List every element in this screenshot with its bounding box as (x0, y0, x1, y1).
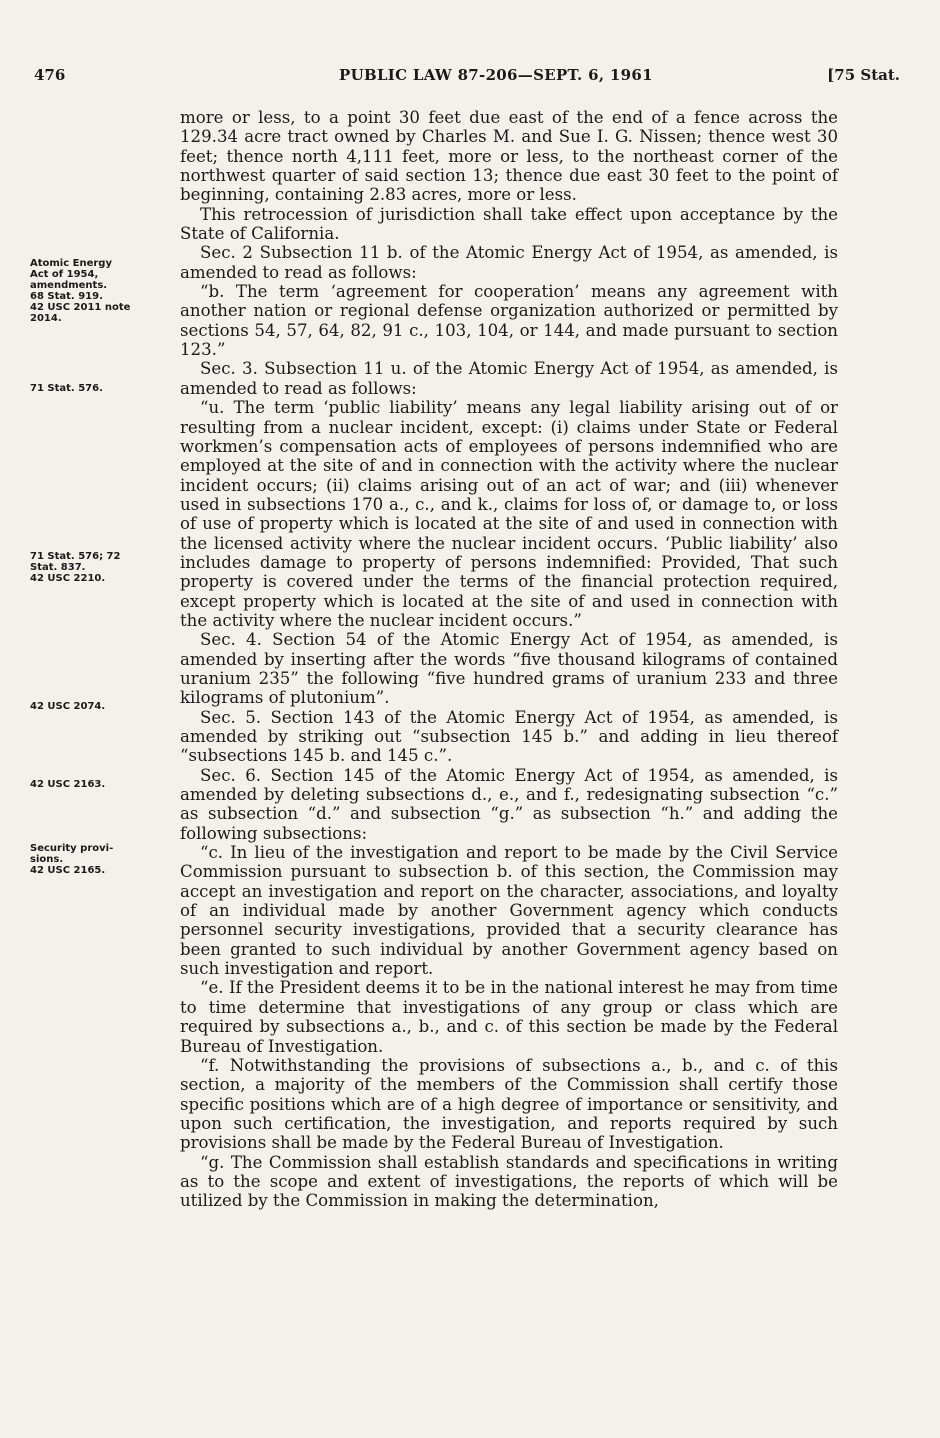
margin-note-line: Act of 1954, (30, 269, 99, 280)
running-header (34, 66, 900, 90)
margin-note-security-provisions (30, 843, 180, 876)
margin-note-line: 2014. (30, 313, 62, 324)
paragraph: “u. The term ‘public liability’ means any legal liability arising out of or resulting from a nuclear incident, except: (i) claims under State or Federal workmen’s compensation acts of employees of persons indemnified who are employed at the site of and in connection with the activity where the nuclear incident occurs; (ii) claims arising out of an act of war; and (iii) whenever used in subsections 170 a., c., and k., claims for loss of, or damage to, or loss of use of property which is located at the site of and used in connection with the licensed activity where the nuclear incident occurs. ‘Public liability’ also includes damage to property of persons indemnified: Provided, That such property is covered under the terms of the financial protection required, except property which is located at the site of and used in connection with the activity where the nuclear incident occurs.” (180, 398, 838, 630)
page-number: 476 (34, 66, 66, 84)
margin-note-line: Security provi- (30, 843, 114, 854)
margin-note-line: 42 USC 2074. (30, 701, 106, 712)
margin-note-line: Atomic Energy (30, 258, 112, 269)
margin-note-line: sions. (30, 854, 64, 865)
margin-note-line: 71 Stat. 576; 72 (30, 551, 121, 562)
margin-note-line: amendments. (30, 280, 108, 291)
section-6: Sec. 6. Section 145 of the Atomic Energy Act of 1954, as amended, is amended by deleting subsections d., e., and f., redesignating subsection “c.” as subsection “d.” and subsection “g.” as subsection “h.” and adding the following subsections: (180, 765, 838, 843)
paragraph: “e. If the President deems it to be in the national interest he may from time to time determine that investigations of any group or class which are required by subsections a., b., and c. of this section be made by the Federal Bureau of Investigation. (180, 978, 838, 1056)
margin-note-line: Stat. 837. (30, 562, 86, 573)
margin-note-line: 71 Stat. 576. (30, 383, 103, 394)
section-4: Sec. 4. Section 54 of the Atomic Energy Act of 1954, as amended, is amended by inserting after the words “five thousand kilograms of contained uranium 235” the following “five hundred grams of uranium 233 and three kilograms of plutonium”. (180, 630, 838, 708)
margin-note-line: 42 USC 2011 note (30, 302, 131, 313)
margin-note-42-usc-2074 (30, 701, 180, 712)
paragraph: “f. Notwithstanding the provisions of subsections a., b., and c. of this section, a majority of the members of the Commission shall certify those specific positions which are of a high degree of importance or sensitivity, and upon such certification, the investigation, and reports required by such provisions shall be made by the Federal Bureau of Investigation. (180, 1055, 838, 1153)
header-stat-reference: [75 Stat. (827, 66, 900, 84)
margin-note-42-usc-2163 (30, 779, 180, 790)
section-3: Sec. 3. Subsection 11 u. of the Atomic Energy Act of 1954, as amended, is amended to read as follows: (180, 359, 838, 398)
margin-note-line: 42 USC 2165. (30, 865, 106, 876)
paragraph: This retrocession of jurisdiction shall take effect upon acceptance by the State of California. (180, 204, 838, 244)
statute-body (180, 108, 838, 1211)
margin-note-line: 68 Stat. 919. (30, 291, 103, 302)
paragraph: “c. In lieu of the investigation and report to be made by the Civil Service Commission pursuant to subsection b. of this section, the Commission may accept an investigation and report on the character, associations, and loyalty of an individual made by another Government agency which conducts personnel security investigations, provided that a security clearance has been granted to such individual by another Government agency based on such investigation and report. (180, 843, 838, 979)
section-2: Sec. 2 Subsection 11 b. of the Atomic Energy Act of 1954, as amended, is amended to read as follows: (180, 243, 838, 282)
margin-note-71-stat-576 (30, 383, 180, 394)
section-5: Sec. 5. Section 143 of the Atomic Energy Act of 1954, as amended, is amended by striking out “subsection 145 b.” and adding in lieu thereof “subsections 145 b. and 145 c.”. (180, 707, 838, 766)
margin-note-atomic-energy (30, 258, 180, 324)
paragraph: more or less, to a point 30 feet due east of the end of a fence across the 129.34 acre tract owned by Charles M. and Sue I. G. Nissen; thence west 30 feet; thence north 4,111 feet, more or less, to the northeast corner of the northwest quarter of said section 13; thence due east 30 feet to the point of beginning, containing 2.83 acres, more or less. (180, 108, 838, 205)
margin-note-42-usc-2210 (30, 551, 180, 584)
paragraph: “g. The Commission shall establish standards and specifications in writing as to the scope and extent of investigations, the reports of which will be utilized by the Commission in making the determination, (180, 1152, 838, 1211)
paragraph: “b. The term ‘agreement for cooperation’ means any agreement with another nation or regional defense organization authorized or permitted by sections 54, 57, 64, 82, 91 c., 103, 104, or 144, and made pursuant to section 123.” (180, 282, 838, 360)
margin-note-line: 42 USC 2163. (30, 779, 106, 790)
margin-note-line: 42 USC 2210. (30, 573, 106, 584)
header-title: PUBLIC LAW 87-206—SEPT. 6, 1961 (339, 66, 653, 84)
